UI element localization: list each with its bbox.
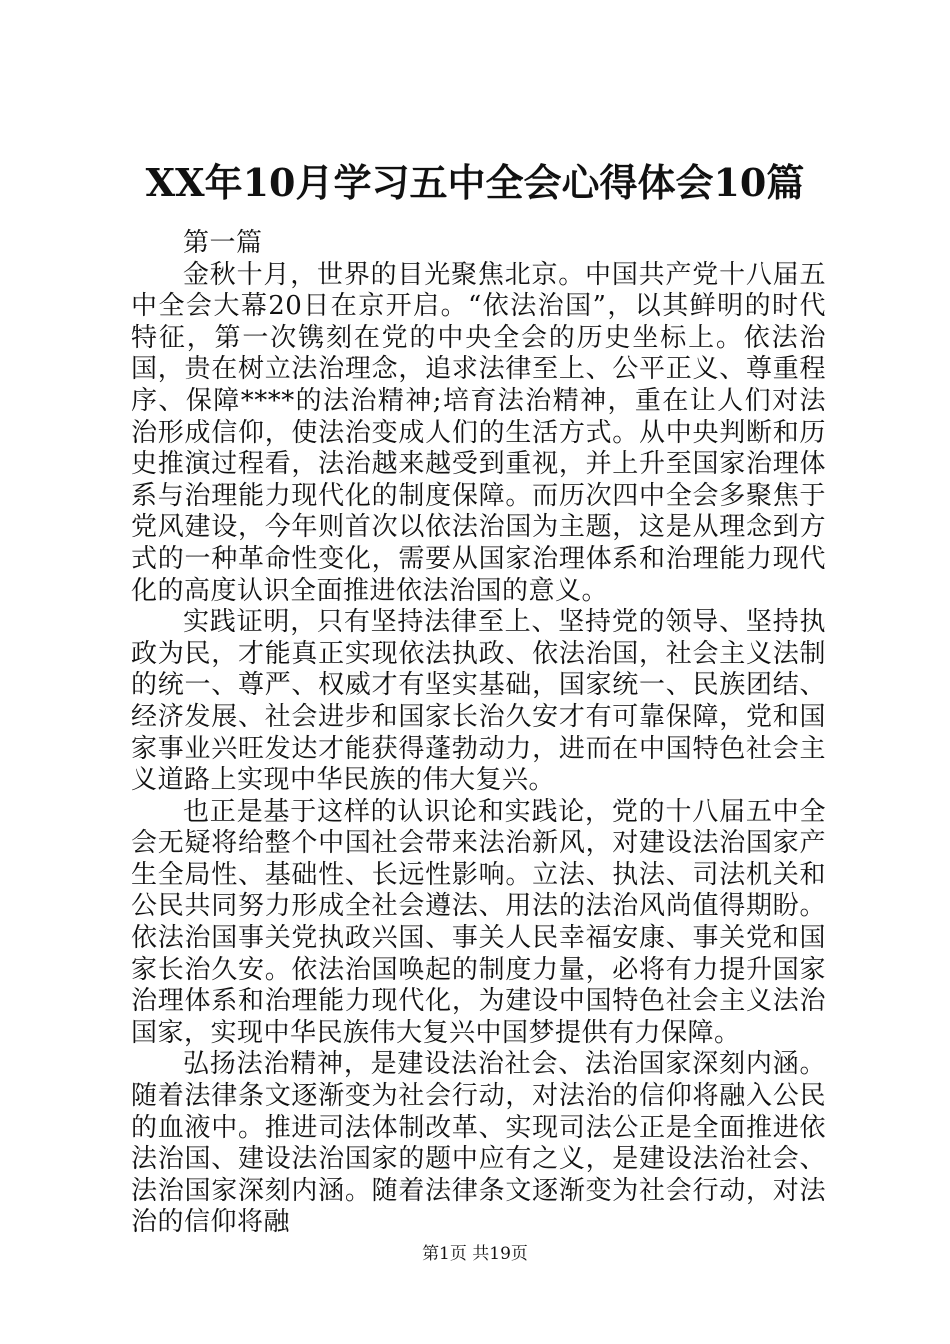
paragraph-3: 也正是基于这样的认识论和实践论，党的十八届五中全会无疑将给整个中国社会带来法治新风，对建设法治国家产生全局性、基础性、长远性影响。立法、执法、司法机关和公民共同努力形成全社会遵法、用法的法治风尚值得期盼。依法治国事关党执政兴国、事关人民幸福安康、事关党和国家长治久安。依法治国唤起的制度力量，必将有力提升国家治理体系和治理能力现代化，为建设中国特色社会主义法治国家，实现中华民族伟大复兴中国梦提供有力保障。 <box>131 796 826 1048</box>
paragraph-2: 实践证明，只有坚持法律至上、坚持党的领导、坚持执政为民，才能真正实现依法执政、依法治国，社会主义法制的统一、尊严、权威才有坚实基础，国家统一、民族团结、经济发展、社会进步和国家长治久安才有可靠保障，党和国家事业兴旺发达才能获得蓬勃动力，进而在中国特色社会主义道路上实现中华民族的伟大复兴。 <box>131 607 826 796</box>
section-heading: 第一篇 <box>183 228 263 258</box>
document-body <box>131 228 826 1239</box>
paragraph-4: 弘扬法治精神，是建设法治社会、法治国家深刻内涵。随着法律条文逐渐变为社会行动，对法治的信仰将融入公民的血液中。推进司法体制改革、实现司法公正是全面推进依法治国、建设法治国家的题中应有之义，是建设法治社会、法治国家深刻内涵。随着法律条文逐渐变为社会行动，对法治的信仰将融 <box>131 1049 826 1238</box>
page-footer: 第1页 共19页 <box>422 1244 528 1264</box>
paragraph-1: 金秋十月，世界的目光聚焦北京。中国共产党十八届五中全会大幕20日在京开启。“依法治国”，以其鲜明的时代特征，第一次镌刻在党的中央全会的历史坐标上。依法治国，贵在树立法治理念，追求法律至上、公平正义、尊重程序、保障****的法治精神;培育法治精神，重在让人们对法治形成信仰，使法治变成人们的生活方式。从中央判断和历史推演过程看，法治越来越受到重视，并上升至国家治理体系与治理能力现代化的制度保障。而历次四中全会多聚焦于党风建设，今年则首次以依法治国为主题，这是从理念到方式的一种革命性变化，需要从国家治理体系和治理能力现代化的高度认识全面推进依法治国的意义。 <box>131 259 826 606</box>
document-title: XX年10月学习五中全会心得体会10篇 <box>145 160 805 205</box>
